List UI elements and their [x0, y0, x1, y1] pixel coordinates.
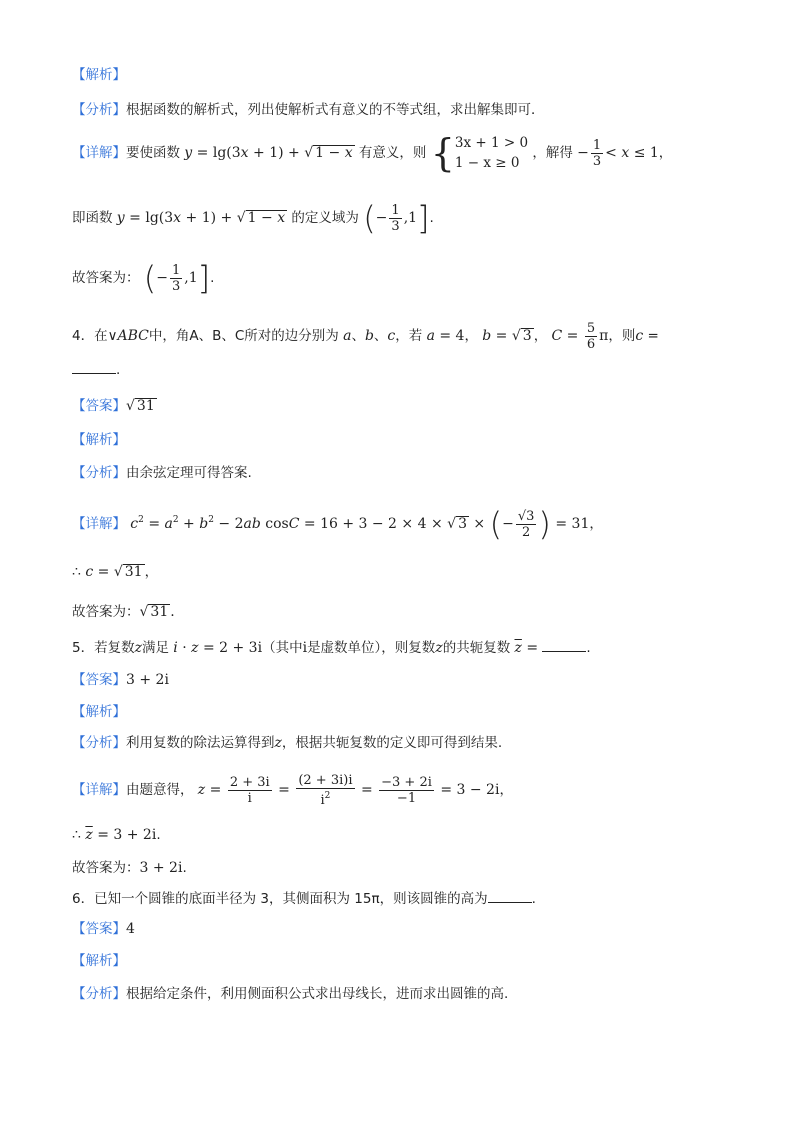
q3-answer-line: 故答案为： (− $\frac{1}{3}$ ,1].: [72, 259, 215, 297]
q6-answer: 【答案】4: [72, 921, 135, 937]
q3-inequality-system: { 3x + 1 > 0 1 − x ≥ 0: [430, 131, 529, 175]
q5-stem: 5．若复数z满足 i · z = 2 + 3i（其中i是虚数单位），则复数z的共轭复数 z = .: [72, 640, 591, 656]
q3-domain-line: 即函数 y = lg(3x + 1) + √ 1 − x 的定义域为 (− $\frac{1}{3}$ ,1].: [72, 198, 754, 238]
q6-stem: 6．已知一个圆锥的底面半径为 3，其侧面积为 15π，则该圆锥的高为 .: [72, 891, 536, 907]
q5-final: 故答案为：3 + 2i.: [72, 860, 187, 876]
q4-answer-blank: .: [72, 360, 754, 380]
q5-analysis: 【分析】利用复数的除法运算得到z，根据共轭复数的定义即可得到结果.: [72, 735, 503, 751]
q4-detail: 【详解】 $c^2 = a^2 + b^2 - 2ab$ cosC = 16 + 3 − 2 × 4 × √ 3 × (− √ $\frac{3}{2}$ ) = 31，: [72, 500, 754, 544]
q5-detail: 【详解】由题意得， z = $\frac{2 + 3i}{i}$ = $\frac{(2 + 3i)i}{i^2}$ = $\frac{-3 + 2i}{-1}$ = 3 − 2i，: [72, 772, 513, 808]
q3-solution: − $\frac{1}{3}$ < x ≤ 1: [577, 137, 659, 169]
q4-jiexi-heading: 【解析】: [72, 432, 126, 448]
q3-answer: (− $\frac{1}{3}$ ,1]: [143, 259, 211, 297]
q3-jiexi-heading: 【解析】: [72, 67, 126, 83]
q5-jiexi-heading: 【解析】: [72, 704, 126, 720]
q4-therefore: ∴ c = √ 31 ，: [72, 562, 754, 582]
q3-domain: (− $\frac{1}{3}$ ,1]: [363, 199, 430, 237]
q6-jiexi-heading: 【解析】: [72, 953, 126, 969]
q4-final: 故答案为： √ 31 .: [72, 602, 754, 622]
q4-analysis: 【分析】由余弦定理可得答案.: [72, 465, 252, 481]
q6-analysis: 【分析】根据给定条件，利用侧面积公式求出母线长，进而求出圆锥的高.: [72, 986, 509, 1002]
q3-function-expression: y = lg(3x + 1) + √ 1 − x: [184, 145, 354, 161]
q5-answer: 【答案】3 + 2i: [72, 672, 169, 688]
q5-therefore: ∴ z = 3 + 2i.: [72, 827, 161, 843]
q4-stem: 4．在∨ABC中，角A、B、C所对的边分别为 a、b、c，若 a = 4， b = √ 3 ， C = $\frac{5}{6}$ π，则c =: [72, 318, 754, 354]
q4-answer: 【答案】 √ 31: [72, 396, 754, 416]
q3-detail: 【详解】要使函数 y = lg(3x + 1) + √ 1 − x 有意义，则 { 3x + 1 > 0 1 − x ≥ 0 ，解得 − $\frac{1}{3}$ < x ≤ 1，: [72, 132, 754, 174]
q3-analysis: 【分析】根据函数的解析式，列出使解析式有意义的不等式组，求出解集即可．: [72, 102, 545, 118]
